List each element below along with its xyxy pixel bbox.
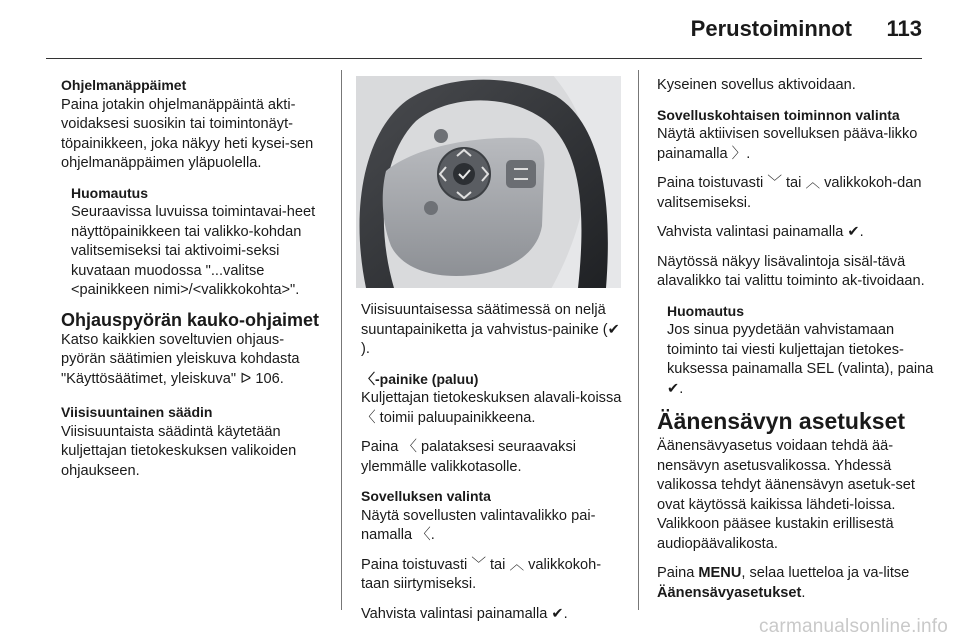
- chevron-up-icon: ︿: [509, 556, 525, 573]
- app-specific-text-b: .: [746, 145, 751, 162]
- back-press-text: [361, 438, 623, 477]
- tone-settings-text: Äänensävyasetus voidaan tehdä ää-nensävyn asetusvalikossa. Yhdessä valikossa tehdyt äänensävyn asetuk-set ovat käytössä kaikissa lähdeti-loissa. Valikkoon pääsee kustakin erillisestä audiopäävalikosta.: [657, 438, 915, 552]
- app-specific-confirm-text-a: Vahvista valintasi painamalla: [657, 224, 848, 240]
- submenu-text: Näytössä näkyy lisävalintoja sisäl-tävä alavalikko tai valittu toiminto ak-tivoidaan.: [657, 253, 925, 289]
- back-button-heading-text: -painike (paluu): [375, 370, 479, 387]
- program-buttons-text: Paina jotakin ohjelmanäppäintä akti-voidaksesi suosikin tai toimintonäyt-töpainikkeen, joka näkyy heti kysei-sen ohjelmanäppäimen yläpuolella.: [61, 96, 314, 171]
- app-selection-text-b: .: [430, 527, 435, 543]
- app-activated-text: Kyseinen sovellus aktivoidaan.: [657, 77, 856, 93]
- five-way-controller-text: Viisisuuntaista säädintä käytetään kuljettajan tietokeskuksen valikoiden ohjaukseen.: [61, 423, 297, 479]
- app-specific-text: [657, 125, 943, 164]
- app-selection-text: [361, 507, 623, 546]
- note-heading: Huomautus: [667, 302, 744, 319]
- tone-menu-text: [657, 564, 943, 603]
- app-selection-text-a: Näytä sovellusten valintavalikko pai-namalla: [361, 507, 596, 543]
- chevron-up-icon: ︿: [805, 175, 821, 191]
- chevron-down-icon: ﹀: [767, 175, 782, 191]
- steering-wheel-graphic: [356, 76, 621, 288]
- back-chevron-icon: 〈: [361, 370, 375, 387]
- header-rule: [46, 58, 922, 59]
- tone-settings-heading: Äänensävyn asetukset: [657, 408, 906, 434]
- back-button-heading: [361, 370, 623, 390]
- menu-keyword: MENU: [698, 565, 742, 581]
- back-button-text-b: toimii paluupainikkeena.: [375, 409, 536, 426]
- app-repeat-text-a: Paina toistuvasti: [361, 556, 472, 573]
- watermark: carmanualsonline.info: [758, 616, 948, 637]
- back-chevron-icon: 〈: [416, 527, 431, 543]
- check-icon: ✔: [667, 380, 680, 397]
- note-box: [657, 302, 943, 400]
- steering-controls-heading: Ohjauspyörän kauko-ohjaimet: [61, 309, 320, 330]
- five-way-intro-text-b: ).: [361, 341, 370, 357]
- five-way-intro-text: [361, 301, 623, 360]
- chevron-down-icon: ﹀: [471, 556, 486, 573]
- app-specific-confirm-text-b: .: [859, 224, 864, 240]
- check-icon: ✔: [607, 321, 620, 338]
- app-specific-confirm-text: [657, 223, 943, 243]
- back-chevron-icon: 〈: [361, 409, 376, 426]
- page-title: Perustoiminnot: [690, 16, 852, 41]
- column-1: [61, 76, 326, 491]
- page-reference-icon: ᐅ: [240, 370, 252, 387]
- app-specific-repeat-text-c: valikkokoh-dan valitsemiseksi.: [657, 175, 922, 211]
- steering-controls-text: [61, 331, 326, 390]
- column-2: [361, 301, 623, 634]
- app-specific-repeat-text-a: Paina toistuvasti: [657, 175, 768, 191]
- five-way-intro-text-a: Viisisuuntaisessa säätimessä on neljä suuntapainiketta ja vahvistus-painike (: [361, 302, 608, 338]
- column-3: [657, 76, 943, 613]
- page-number: 113: [886, 16, 922, 41]
- app-confirm-text-a: Vahvista valintasi painamalla: [361, 605, 552, 622]
- app-specific-repeat-text: [657, 174, 943, 213]
- app-confirm-text-b: .: [563, 605, 568, 622]
- column-divider-left: [341, 70, 342, 610]
- note-text-a: Jos sinua pyydetään vahvistamaan toiminto tai viesti kuljettajan tietokes-kuksessa painamalla SEL (valinta), paina: [667, 322, 934, 377]
- back-press-text-b: palataksesi seuraavaksi ylemmälle valikkotasolle.: [361, 439, 576, 475]
- back-button-text: [361, 389, 623, 428]
- program-buttons-heading: Ohjelmanäppäimet: [61, 77, 187, 93]
- steering-wheel-illustration: [356, 76, 621, 288]
- app-repeat-text-b: tai: [485, 556, 510, 573]
- app-specific-repeat-text-b: tai: [781, 175, 806, 191]
- app-specific-heading: Sovelluskohtaisen toiminnon valinta: [657, 106, 900, 123]
- tone-menu-text-c: .: [801, 584, 806, 601]
- back-chevron-icon: 〈: [402, 439, 417, 455]
- note-text-b: .: [679, 380, 684, 397]
- app-repeat-text-c: valikkokoh-taan siirtymiseksi.: [361, 556, 602, 592]
- app-selection-heading: Sovelluksen valinta: [361, 488, 491, 504]
- app-repeat-text: [361, 556, 623, 595]
- note-text: [667, 321, 943, 399]
- page-header: [0, 0, 960, 62]
- tone-menu-text-b: , selaa luetteloa ja va-litse: [741, 565, 910, 581]
- check-icon: ✔: [551, 605, 564, 622]
- back-press-text-a: Paina: [361, 439, 403, 455]
- chevron-right-icon: 〉: [731, 145, 747, 162]
- note-box: [61, 184, 326, 301]
- app-confirm-text: [361, 605, 623, 625]
- tone-menu-text-a: Paina: [657, 565, 699, 581]
- note-heading: Huomautus: [71, 184, 148, 201]
- note-text: Seuraavissa luvuissa toimintavai-heet näyttöpainikkeen tai valikko-kohdan valitsemiseksi tai aktivoimi-seksi kuvataan muodossa "...valitse <painikkeen nimi>/<valikkokohta>".: [71, 204, 316, 298]
- check-icon: ✔: [847, 224, 860, 240]
- tone-settings-keyword: Äänensävyasetukset: [657, 584, 802, 601]
- five-way-controller-heading: Viisisuuntainen säädin: [61, 404, 213, 420]
- back-button-text-a: Kuljettajan tietokeskuksen alavali-koissa: [361, 390, 622, 406]
- column-divider-right: [638, 70, 639, 610]
- steering-controls-text-b: 106.: [251, 370, 284, 387]
- steering-controls-text-a: Katso kaikkien soveltuvien ohjaus-pyörän säätimien yleiskuva kohdasta "Käyttösäätimet, yleiskuva": [61, 331, 300, 387]
- app-specific-text-a: Näytä aktiivisen sovelluksen pääva-likko painamalla: [657, 126, 918, 162]
